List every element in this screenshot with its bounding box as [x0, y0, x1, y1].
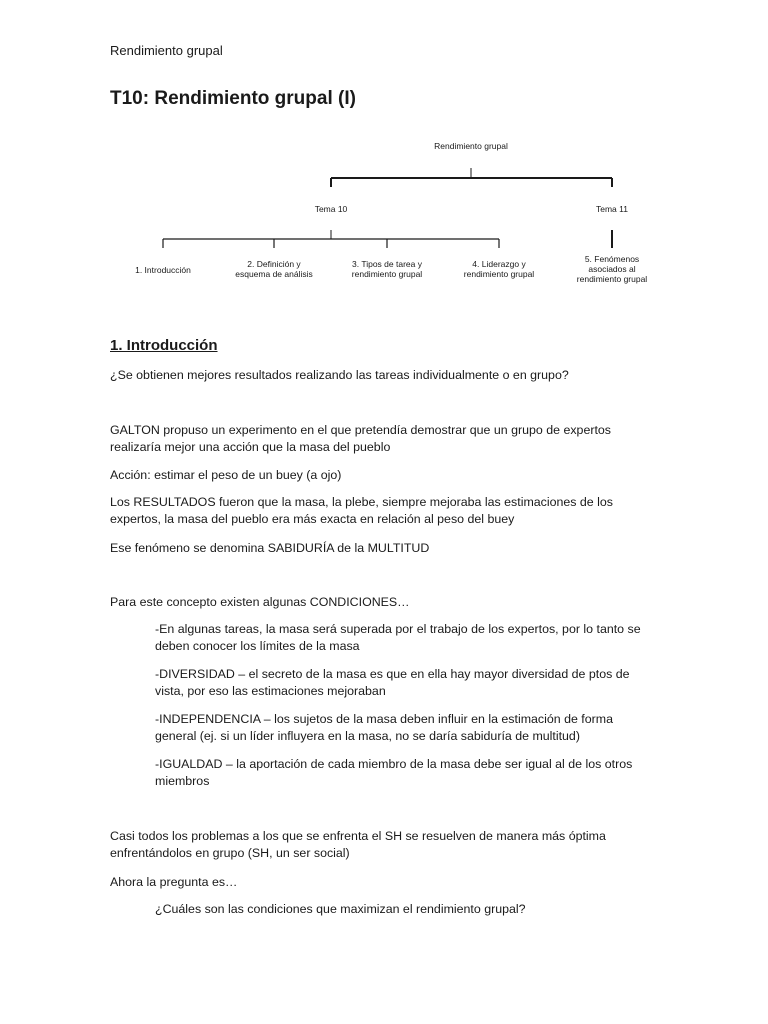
diagram-leaf-2 — [214, 259, 334, 279]
diagram-tema10-label: Tema 10 — [314, 204, 348, 214]
diagram-leaf-3 — [327, 259, 447, 279]
condition-item-1 — [155, 621, 665, 655]
condition-item-4 — [155, 756, 665, 790]
cond4-line1: -IGUALDAD – la aportación de cada miembro de la masa debe ser igual al de los otros — [155, 757, 633, 771]
cond2-line2: vista, por eso las estimaciones mejoraban — [155, 684, 386, 698]
page-title: T10: Rendimiento grupal (I) — [110, 88, 356, 109]
cond1-line1: -En algunas tareas, la masa será superada por el trabajo de los expertos, por lo tanto se — [155, 622, 641, 636]
leaf5-line2: asociados al — [588, 264, 636, 274]
final-question: ¿Cuáles son las condiciones que maximizan el rendimiento grupal? — [155, 902, 526, 916]
leaf3-line1: 3. Tipos de tarea y — [352, 259, 422, 269]
diagram-leaf-4 — [439, 259, 559, 279]
leaf5-line1: 5. Fenómenos — [584, 254, 640, 264]
leaf4-line1: 4. Liderazgo y — [472, 259, 526, 269]
leaf5-line3: rendimiento grupal — [576, 274, 648, 284]
diagram-root-label: Rendimiento grupal — [434, 141, 508, 151]
cond3-line2: general (ej. si un líder influyera en la masa, no se daría sabiduría de multitud) — [155, 729, 580, 743]
condiciones-paragraph: Para este concepto existen algunas CONDICIONES… — [110, 595, 410, 609]
cond4-line2: miembros — [155, 774, 210, 788]
resultados-line2: expertos, la masa del pueblo era más exacta en relación al peso del buey — [110, 512, 515, 526]
leaf2-line1: 2. Definición y — [247, 259, 301, 269]
cond1-line2: deben conocer los límites de la masa — [155, 639, 360, 653]
section-heading: 1. Introducción — [110, 337, 218, 354]
cond3-line1: -INDEPENDENCIA – los sujetos de la masa deben influir en la estimación de forma — [155, 712, 613, 726]
diagram-tema11-label: Tema 11 — [596, 204, 628, 214]
intro-question: ¿Se obtienen mejores resultados realizando las tareas individualmente o en grupo? — [110, 368, 569, 382]
leaf2-line2: esquema de análisis — [235, 269, 313, 279]
casi-paragraph — [110, 828, 670, 862]
fenomeno-paragraph: Ese fenómeno se denomina SABIDURÍA de la MULTITUD — [110, 541, 430, 555]
condition-item-3 — [155, 711, 665, 745]
running-header: Rendimiento grupal — [110, 43, 223, 58]
cond2-line1: -DIVERSIDAD – el secreto de la masa es que en ella hay mayor diversidad de ptos de — [155, 667, 630, 681]
diagram-leaf-5 — [552, 254, 672, 284]
galton-line2: realizaría mejor una acción que la masa del pueblo — [110, 440, 391, 454]
resultados-paragraph — [110, 494, 670, 528]
casi-line1: Casi todos los problemas a los que se enfrenta el SH se resuelven de manera más óptima — [110, 829, 606, 843]
leaf4-line2: rendimiento grupal — [463, 269, 535, 279]
diagram-leaf-1: 1. Introducción — [135, 265, 191, 275]
accion-paragraph: Acción: estimar el peso de un buey (a ojo) — [110, 468, 342, 482]
resultados-line1: Los RESULTADOS fueron que la masa, la plebe, siempre mejoraba las estimaciones de los — [110, 495, 613, 509]
condition-item-2 — [155, 666, 665, 700]
leaf3-line2: rendimiento grupal — [351, 269, 423, 279]
ahora-paragraph: Ahora la pregunta es… — [110, 875, 238, 889]
casi-line2: enfrentándolos en grupo (SH, un ser social) — [110, 846, 350, 860]
galton-paragraph — [110, 422, 670, 456]
galton-line1: GALTON propuso un experimento en el que pretendía demostrar que un grupo de expertos — [110, 423, 611, 437]
